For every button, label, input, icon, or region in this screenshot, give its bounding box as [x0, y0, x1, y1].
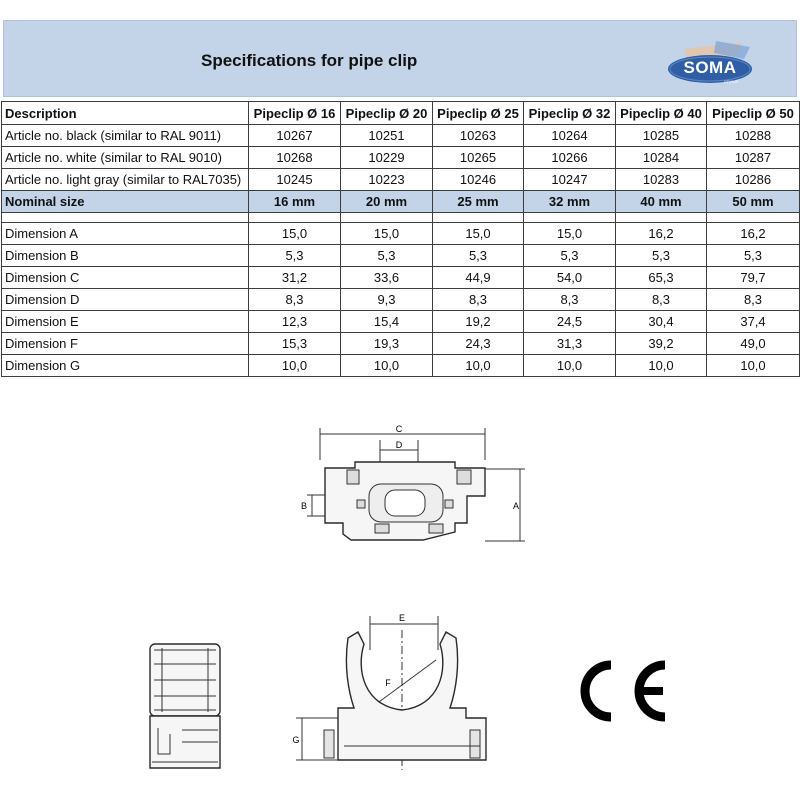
nominal-size-cell: 20 mm	[341, 191, 433, 213]
table-row	[2, 245, 800, 267]
dimension-value-cell: 10,0	[249, 355, 341, 377]
dimension-value-cell: 16,2	[616, 223, 707, 245]
dimension-value-cell: 5,3	[707, 245, 800, 267]
article-number-cell: 10286	[707, 169, 800, 191]
dimension-value-cell: 10,0	[616, 355, 707, 377]
row-label: Nominal size	[2, 191, 249, 213]
spec-table	[1, 101, 800, 377]
article-number-cell: 10246	[433, 169, 524, 191]
front-view-drawing	[290, 610, 500, 775]
dimension-value-cell: 31,3	[524, 333, 616, 355]
row-label: Dimension A	[2, 223, 249, 245]
dim-label-d: D	[395, 440, 403, 450]
table-row	[2, 355, 800, 377]
soma-logo	[664, 33, 756, 93]
nominal-size-row	[2, 191, 800, 213]
table-row	[2, 223, 800, 245]
table-row	[2, 289, 800, 311]
row-label: Dimension D	[2, 289, 249, 311]
dimension-value-cell: 12,3	[249, 311, 341, 333]
article-number-cell: 10223	[341, 169, 433, 191]
dimension-value-cell: 39,2	[616, 333, 707, 355]
page-title: Specifications for pipe clip	[201, 51, 418, 70]
dimension-value-cell: 65,3	[616, 267, 707, 289]
dimension-value-cell: 31,2	[249, 267, 341, 289]
top-view-drawing	[295, 420, 535, 550]
article-number-cell: 10266	[524, 147, 616, 169]
article-number-cell: 10229	[341, 147, 433, 169]
dimension-value-cell: 19,3	[341, 333, 433, 355]
logo-text: SOMA	[683, 58, 737, 77]
dimension-value-cell: 24,3	[433, 333, 524, 355]
table-row	[2, 333, 800, 355]
dimension-value-cell: 5,3	[341, 245, 433, 267]
article-number-cell: 10268	[249, 147, 341, 169]
dimension-value-cell: 10,0	[707, 355, 800, 377]
dimension-value-cell: 79,7	[707, 267, 800, 289]
empty-cell	[616, 213, 707, 223]
table-row	[2, 125, 800, 147]
row-label: Dimension C	[2, 267, 249, 289]
article-number-cell: 10267	[249, 125, 341, 147]
empty-cell	[433, 213, 524, 223]
dimension-value-cell: 15,0	[433, 223, 524, 245]
dimension-value-cell: 9,3	[341, 289, 433, 311]
dimension-value-cell: 10,0	[341, 355, 433, 377]
nominal-size-cell: 25 mm	[433, 191, 524, 213]
dimension-value-cell: 8,3	[433, 289, 524, 311]
dimension-value-cell: 19,2	[433, 311, 524, 333]
table-header-row	[2, 102, 800, 125]
row-label: Dimension B	[2, 245, 249, 267]
side-view-drawing	[140, 638, 230, 773]
table-row	[2, 147, 800, 169]
row-label: Dimension E	[2, 311, 249, 333]
dim-label-e: E	[398, 613, 406, 623]
page-header	[3, 20, 797, 97]
dimension-value-cell: 10,0	[433, 355, 524, 377]
empty-cell	[249, 213, 341, 223]
row-label: Article no. black (similar to RAL 9011)	[2, 125, 249, 147]
dimension-value-cell: 15,0	[249, 223, 341, 245]
header-description: Description	[2, 102, 249, 125]
dimension-value-cell: 15,0	[524, 223, 616, 245]
logo-subtext: GROUP	[724, 79, 739, 84]
dimension-value-cell: 5,3	[616, 245, 707, 267]
row-label: Article no. white (similar to RAL 9010)	[2, 147, 249, 169]
dimension-value-cell: 33,6	[341, 267, 433, 289]
dimension-value-cell: 44,9	[433, 267, 524, 289]
nominal-size-cell: 40 mm	[616, 191, 707, 213]
row-label: Dimension G	[2, 355, 249, 377]
dim-label-c: C	[395, 424, 403, 434]
dimension-value-cell: 24,5	[524, 311, 616, 333]
header-pipeclip: Pipeclip Ø 16	[249, 102, 341, 125]
table-spacer-row	[2, 213, 800, 223]
nominal-size-cell: 50 mm	[707, 191, 800, 213]
empty-cell	[341, 213, 433, 223]
dimension-value-cell: 5,3	[249, 245, 341, 267]
dimension-value-cell: 5,3	[524, 245, 616, 267]
dimension-value-cell: 37,4	[707, 311, 800, 333]
article-number-cell: 10263	[433, 125, 524, 147]
header-pipeclip: Pipeclip Ø 25	[433, 102, 524, 125]
dimension-value-cell: 49,0	[707, 333, 800, 355]
article-number-cell: 10251	[341, 125, 433, 147]
article-number-cell: 10247	[524, 169, 616, 191]
article-number-cell: 10265	[433, 147, 524, 169]
dim-label-a: A	[512, 501, 520, 511]
dimension-value-cell: 8,3	[707, 289, 800, 311]
article-number-cell: 10284	[616, 147, 707, 169]
table-row	[2, 169, 800, 191]
header-pipeclip: Pipeclip Ø 32	[524, 102, 616, 125]
header-pipeclip: Pipeclip Ø 50	[707, 102, 800, 125]
empty-cell	[707, 213, 800, 223]
dimension-value-cell: 8,3	[616, 289, 707, 311]
header-pipeclip: Pipeclip Ø 20	[341, 102, 433, 125]
dim-label-b: B	[300, 501, 308, 511]
dim-label-g: G	[292, 735, 300, 745]
dimension-value-cell: 16,2	[707, 223, 800, 245]
dim-label-f: F	[385, 678, 391, 688]
row-label: Article no. light gray (similar to RAL7035)	[2, 169, 249, 191]
empty-cell	[524, 213, 616, 223]
article-number-cell: 10288	[707, 125, 800, 147]
table-row	[2, 267, 800, 289]
dimension-value-cell: 15,0	[341, 223, 433, 245]
dimension-value-cell: 15,4	[341, 311, 433, 333]
dimension-value-cell: 8,3	[249, 289, 341, 311]
dimension-value-cell: 8,3	[524, 289, 616, 311]
dimension-value-cell: 5,3	[433, 245, 524, 267]
table-row	[2, 311, 800, 333]
ce-mark-icon	[565, 655, 675, 727]
dimension-value-cell: 54,0	[524, 267, 616, 289]
dimension-value-cell: 30,4	[616, 311, 707, 333]
ce-mark	[565, 655, 675, 732]
header-pipeclip: Pipeclip Ø 40	[616, 102, 707, 125]
dimension-value-cell: 10,0	[524, 355, 616, 377]
row-label: Dimension F	[2, 333, 249, 355]
article-number-cell: 10283	[616, 169, 707, 191]
nominal-size-cell: 16 mm	[249, 191, 341, 213]
empty-cell	[2, 213, 249, 223]
article-number-cell: 10245	[249, 169, 341, 191]
article-number-cell: 10287	[707, 147, 800, 169]
dimension-value-cell: 15,3	[249, 333, 341, 355]
nominal-size-cell: 32 mm	[524, 191, 616, 213]
article-number-cell: 10264	[524, 125, 616, 147]
article-number-cell: 10285	[616, 125, 707, 147]
